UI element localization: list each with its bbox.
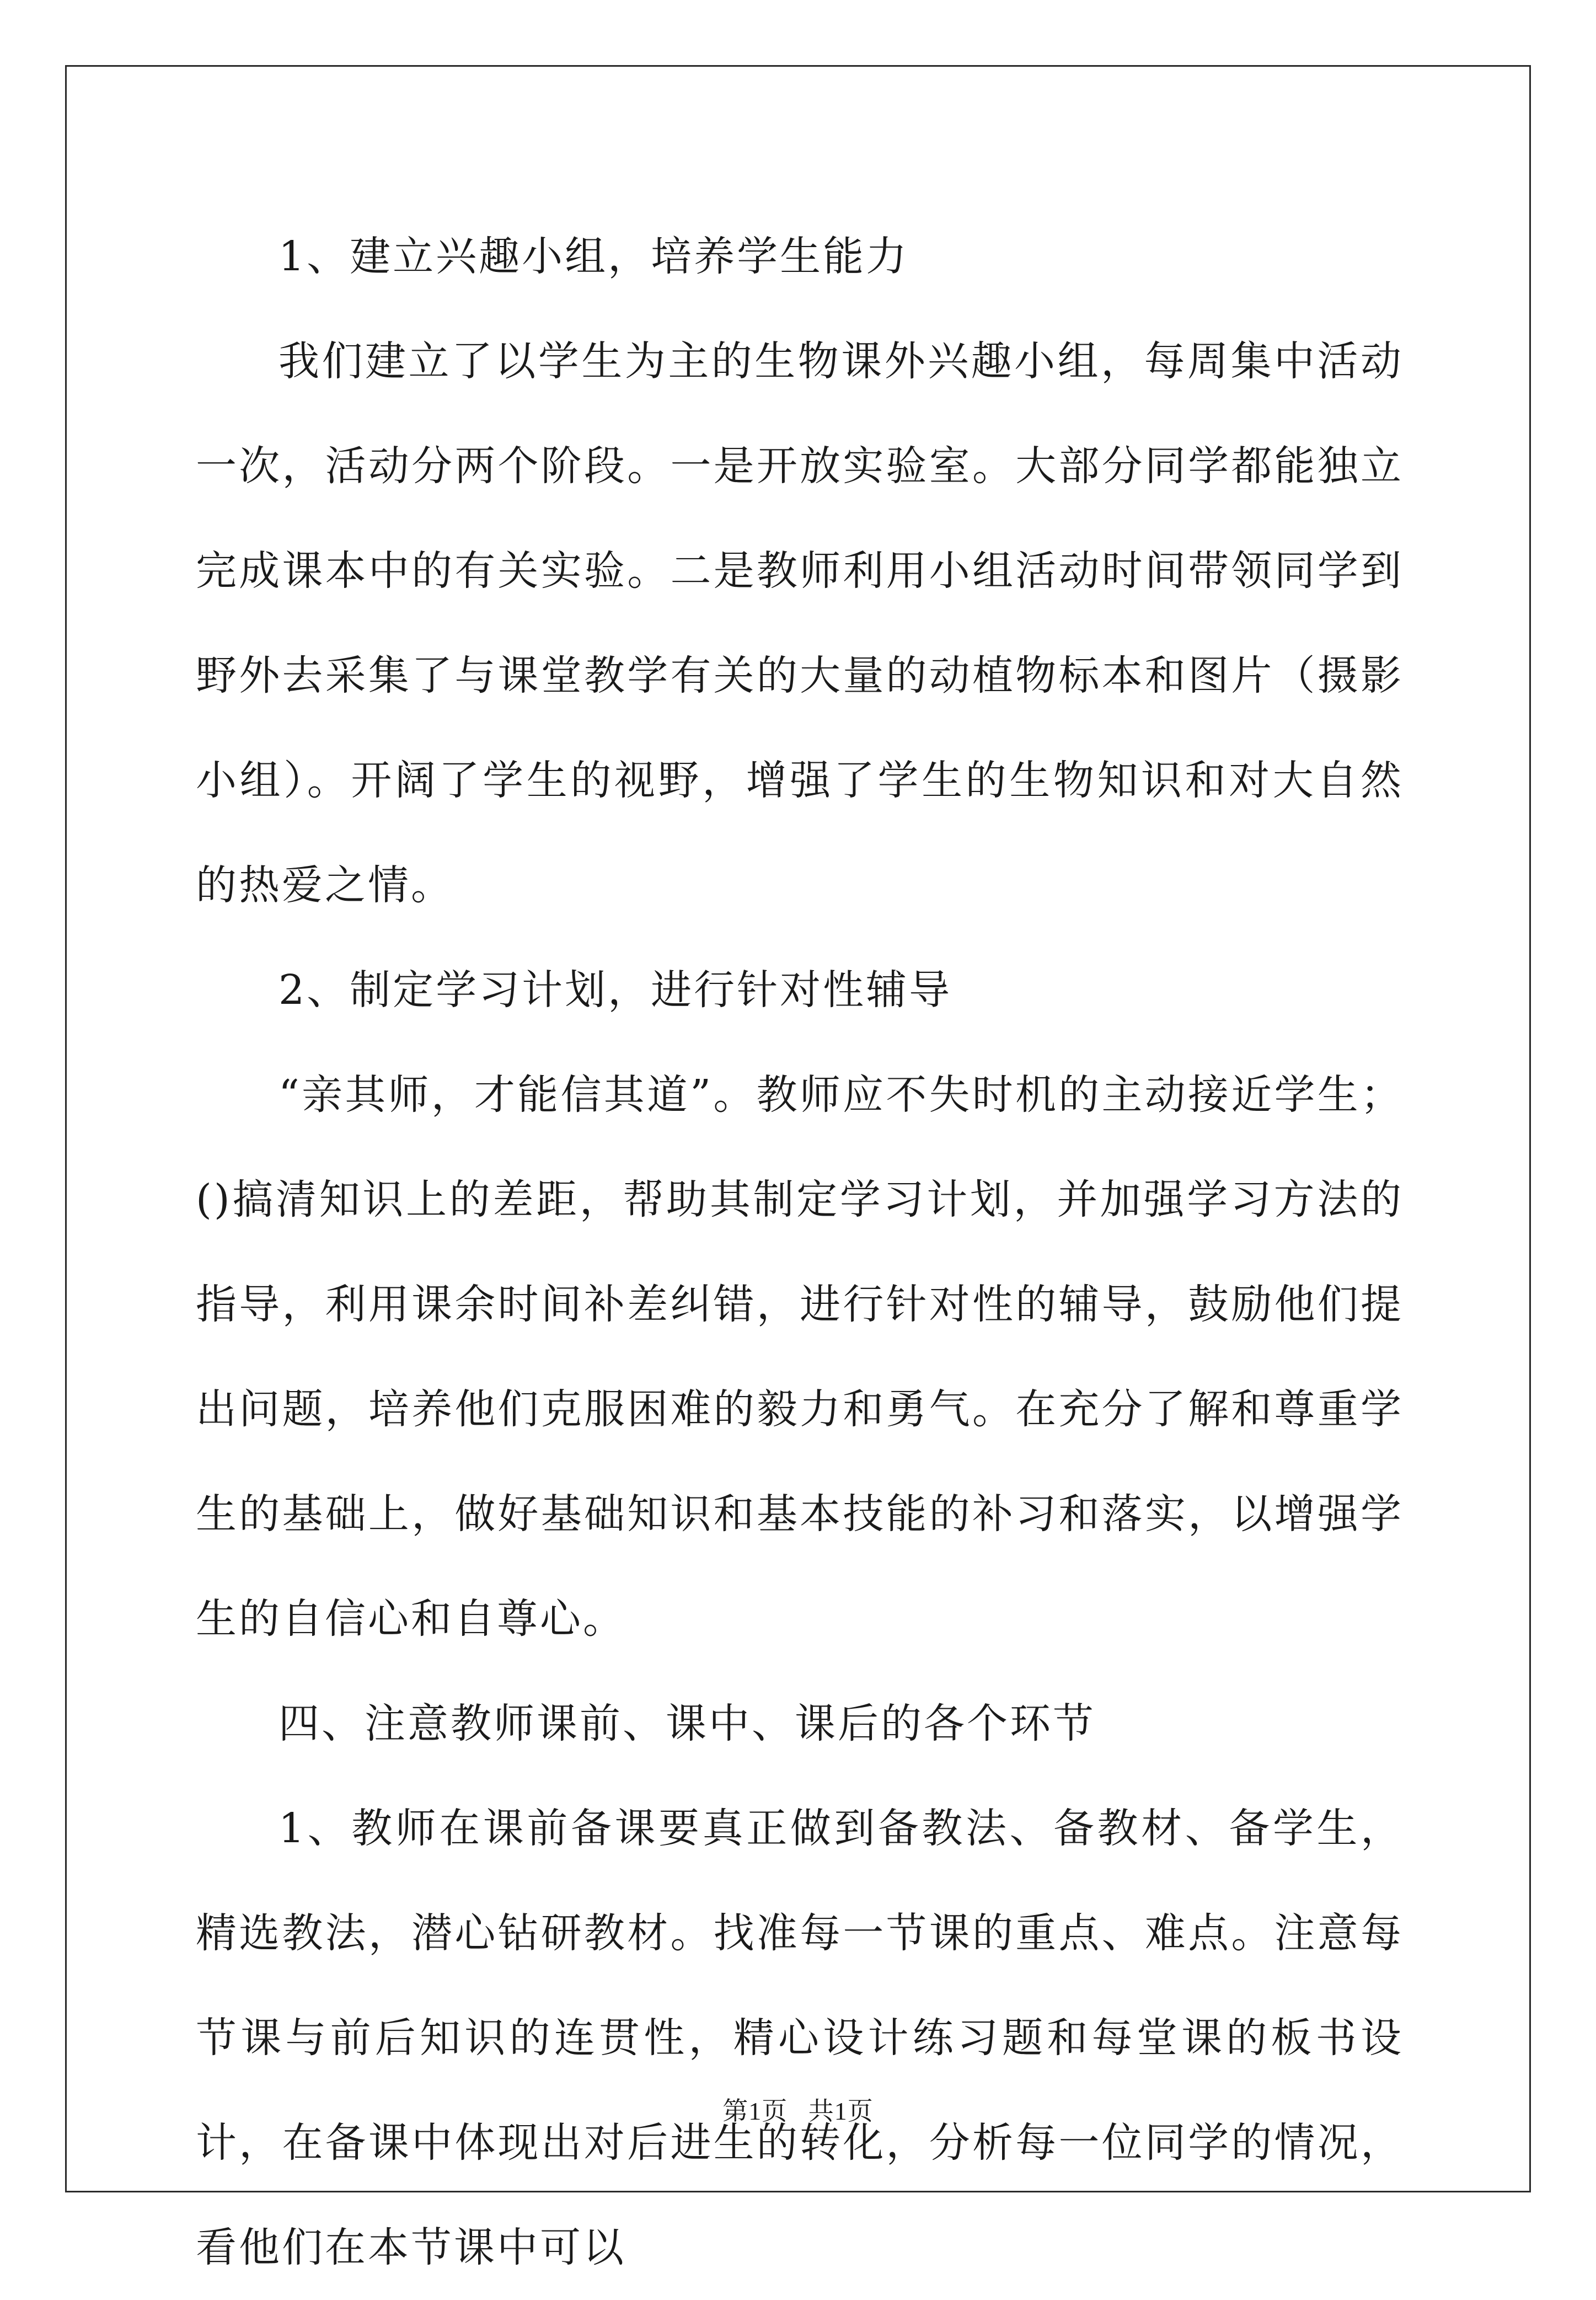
paragraph-study-plan: “亲其师，才能信其道”。教师应不失时机的主动接近学生；()搞清知识上的差距，帮助其制定学习计划，并加强学习方法的指导，利用课余时间补差纠错，进行针对性的辅导，鼓励他们提出问题，培养他们克服困难的毅力和勇气。在充分了解和尊重学生的基础上，做好基础知识和基本技能的补习和落实，以增强学生的自信心和自尊心。: [196, 1071, 1404, 1643]
heading-teaching-stages: 四、注意教师课前、课中、课后的各个环节: [279, 1700, 1096, 1747]
page-total: 共1页: [808, 2097, 874, 2125]
heading-study-plan: 2、制定学习计划，进行针对性辅导: [279, 966, 952, 1014]
page-footer: [0, 2095, 1596, 2128]
document-body: [196, 204, 1404, 2300]
page-number: 第1页: [722, 2097, 788, 2125]
paragraph-interest-group: 我们建立了以学生为主的生物课外兴趣小组，每周集中活动一次，活动分两个阶段。一是开放实验室。大部分同学都能独立完成课本中的有关实验。二是教师利用小组活动时间带领同学到野外去采集了与课堂教学有关的大量的动植物标本和图片（摄影小组）。开阔了学生的视野，增强了学生的生物知识和对大自然的热爱之情。: [196, 338, 1404, 909]
heading-interest-group: 1、建立兴趣小组，培养学生能力: [279, 233, 909, 280]
paragraph-lesson-prep: 1、教师在课前备课要真正做到备教法、备教材、备学生，精选教法，潜心钻研教材。找准每一节课的重点、难点。注意每节课与前后知识的连贯性，精心设计练习题和每堂课的板书设计，在备课中体现出对后进生的转化，分析每一位同学的情况，看他们在本节课中可以: [196, 1805, 1404, 2271]
